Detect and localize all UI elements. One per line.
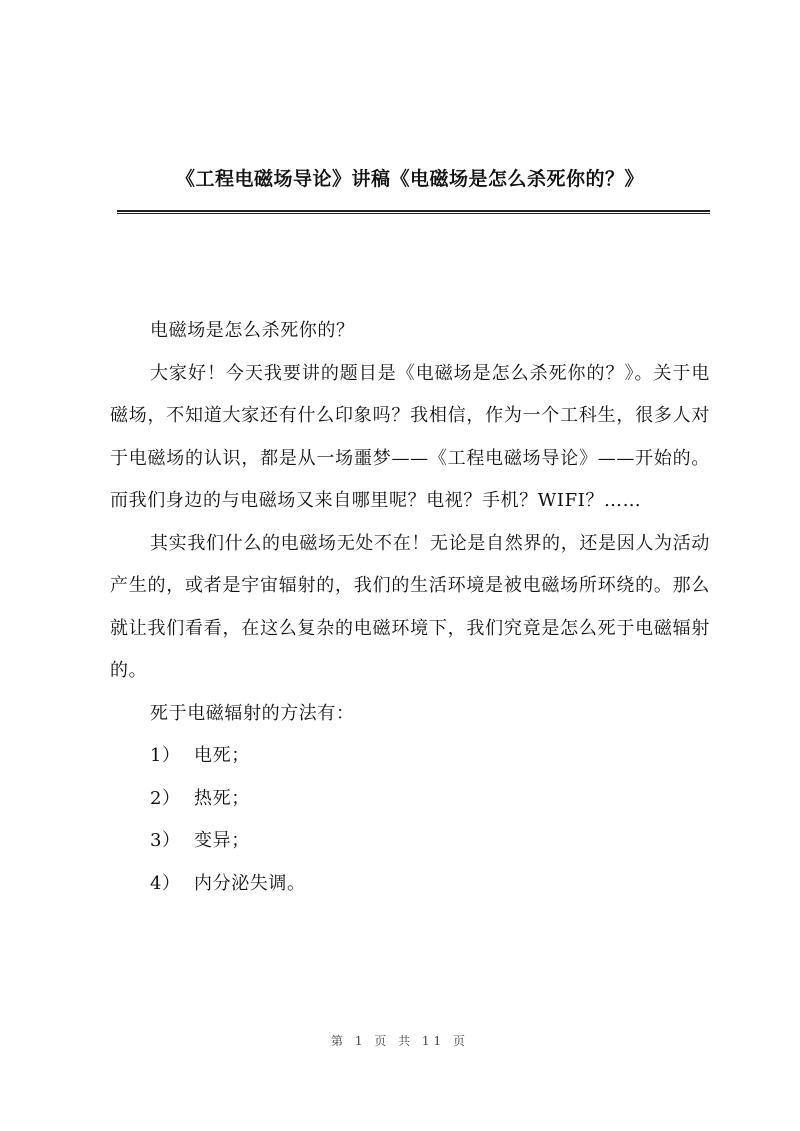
list-item-text: 热死； [194, 787, 250, 809]
list-item-text: 变异； [194, 830, 250, 851]
list-item-number: 1） [150, 745, 181, 766]
methods-list [110, 735, 710, 905]
document-body [110, 310, 710, 905]
page-footer: 第 1 页 共 11 页 [331, 1034, 469, 1048]
list-item [110, 778, 710, 821]
body-subheading: 电磁场是怎么杀死你的？ [150, 320, 355, 341]
document-title: 《工程电磁场导论》讲稿《电磁场是怎么杀死你的？》 [175, 168, 644, 190]
list-item-number: 2） [150, 787, 181, 809]
title-divider [117, 210, 710, 214]
body-paragraph-2: 其实我们什么的电磁场无处不在！无论是自然界的，还是因人为活动产生的，或者是宇宙辐射的，我们的生活环境是被电磁场所环绕的。那么就让我们看看，在这么复杂的电磁环境下，我们究竟是怎么死于电磁辐射的。 [110, 532, 710, 681]
list-item [110, 735, 710, 778]
list-item-text: 内分泌失调。 [194, 872, 306, 894]
list-item-number: 4） [150, 872, 181, 894]
list-intro: 死于电磁辐射的方法有： [150, 702, 355, 724]
list-item-text: 电死； [194, 745, 250, 766]
list-item-number: 3） [150, 830, 181, 851]
list-item [110, 863, 710, 906]
body-paragraph-1: 大家好！今天我要讲的题目是《电磁场是怎么杀死你的？》。关于电磁场，不知道大家还有什么印象吗？我相信，作为一个工科生，很多人对于电磁场的认识，都是从一场噩梦——《工程电磁场导论》——开始的。而我们身边的与电磁场又来自哪里呢？电视？手机？WIFI？…… [110, 362, 710, 511]
list-item [110, 820, 710, 863]
